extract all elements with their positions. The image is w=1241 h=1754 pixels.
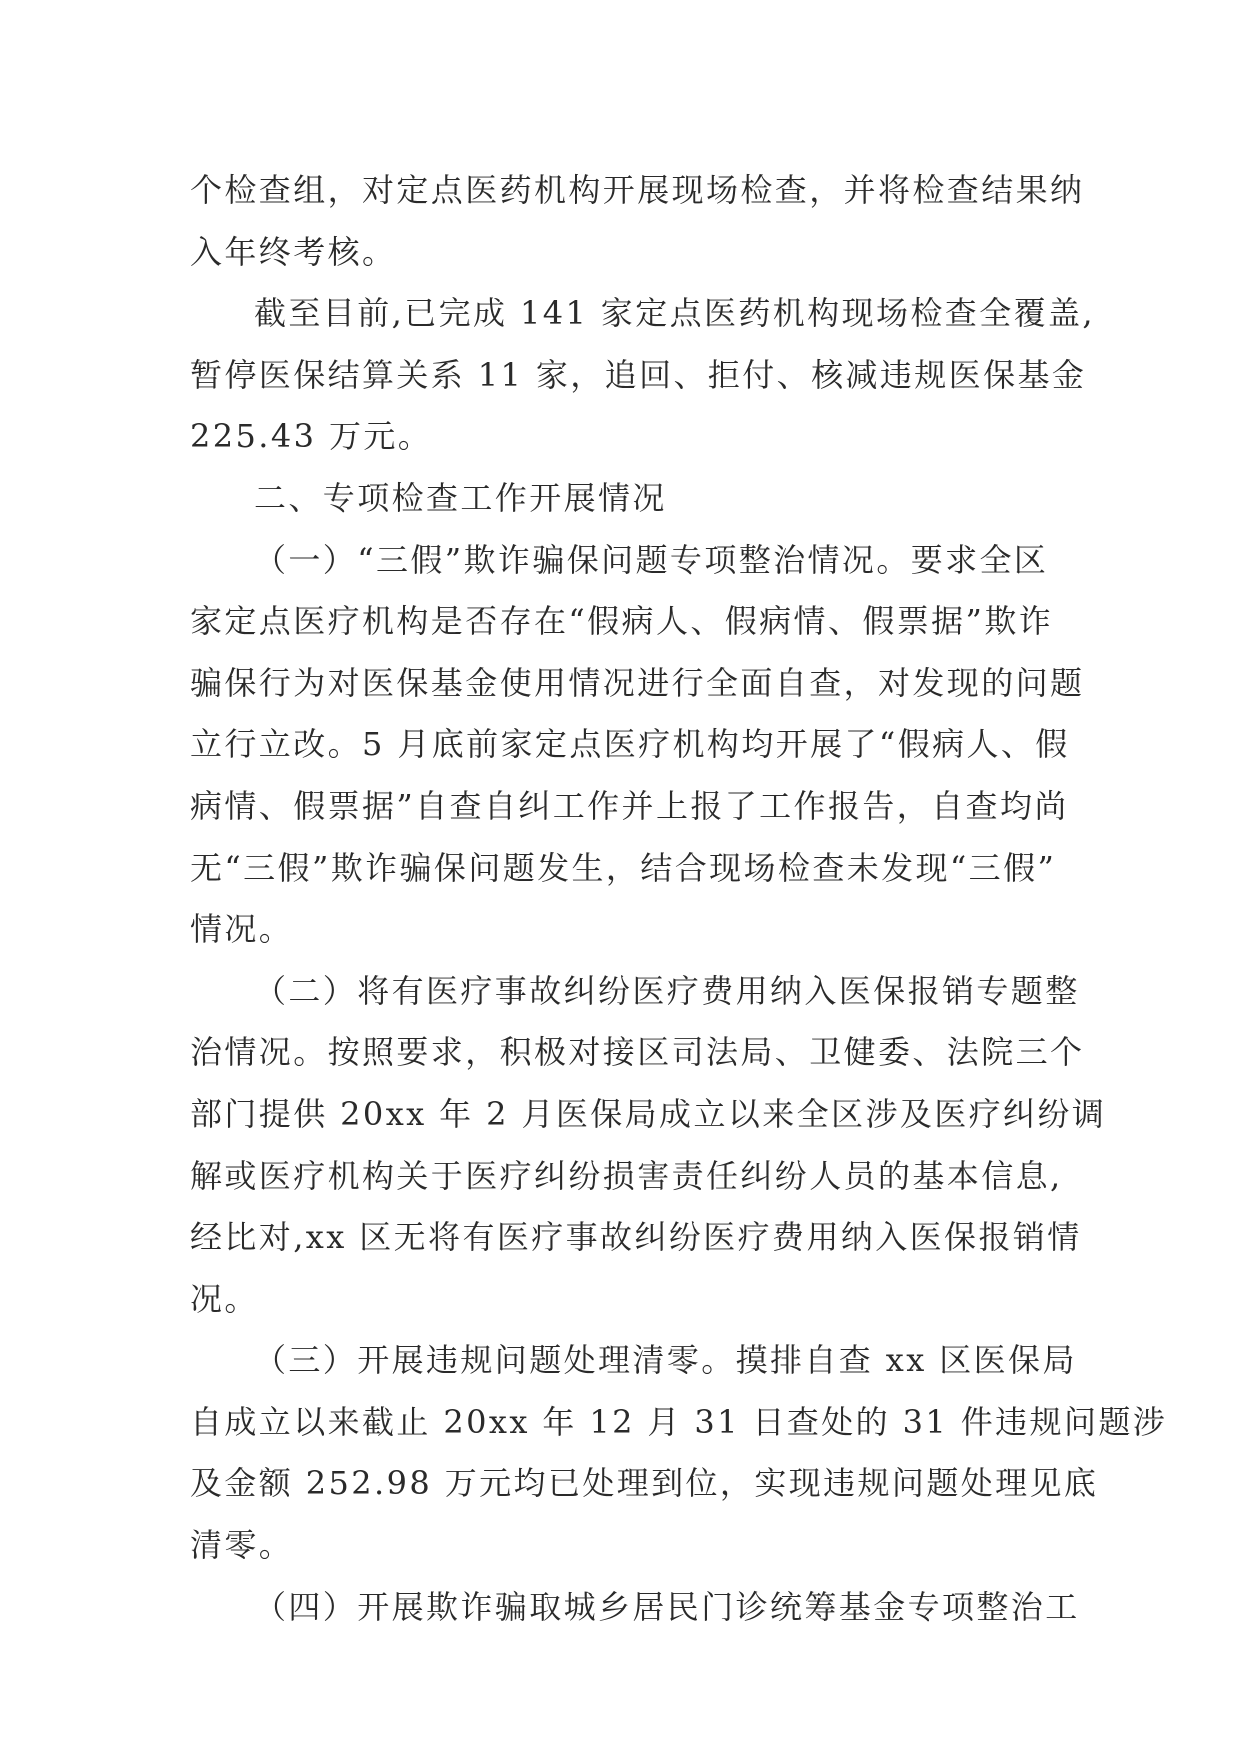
text-line: 暂停医保结算关系 11 家，追回、拒付、核减违规医保基金 [190,355,1087,394]
text-line: 治情况。按照要求，积极对接区司法局、卫健委、法院三个 [190,1033,1085,1072]
paragraph-item-two [190,961,1107,1331]
paragraph-item-one [190,530,1085,961]
text-line: 二、专项检查工作开展情况 [254,478,667,517]
text-line: 情况。 [190,910,294,949]
text-line: 无“三假”欺诈骗保问题发生，结合现场检查未发现“三假” [190,848,1057,887]
text-line: 清零。 [190,1526,294,1565]
text-line: （三）开展违规问题处理清零。摸排自查 xx 区医保局 [254,1341,1077,1380]
document-body [190,160,1168,1638]
text-line: 截至目前,已完成 141 家定点医药机构现场检查全覆盖, [254,294,1095,333]
text-line: 病情、假票据”自查自纠工作并上报了工作报告，自查均尚 [190,786,1069,825]
text-line: 况。 [190,1279,259,1318]
text-line: 家定点医疗机构是否存在“假病人、假病情、假票据”欺诈 [190,602,1054,641]
text-line: 个检查组，对定点医药机构开展现场检查，并将检查结果纳 [190,171,1085,209]
paragraph-inspection-groups [190,160,1085,283]
text-line: （四）开展欺诈骗取城乡居民门诊统筹基金专项整治工 [254,1587,1080,1626]
text-line: 入年终考核。 [190,232,397,271]
text-line: 骗保行为对医保基金使用情况进行全面自查，对发现的问题 [190,663,1085,702]
text-line: 解或医疗机构关于医疗纠纷损害责任纠纷人员的基本信息, [190,1156,1063,1195]
paragraph-item-four [190,1577,1080,1639]
section-heading [190,468,1060,530]
text-line: 及金额 252.98 万元均已处理到位，实现违规问题处理见底 [190,1464,1099,1503]
text-line: （二）将有医疗事故纠纷医疗费用纳入医保报销专题整 [254,971,1080,1010]
text-line: 经比对,xx 区无将有医疗事故纠纷医疗费用纳入医保报销情 [190,1218,1082,1257]
text-line: 部门提供 20xx 年 2 月医保局成立以来全区涉及医疗纠纷调 [190,1094,1107,1133]
text-line: 立行立改。5 月底前家定点医疗机构均开展了“假病人、假 [190,725,1070,764]
text-line: 225.43 万元。 [190,417,433,456]
text-line: （一）“三假”欺诈骗保问题专项整治情况。要求全区 [254,540,1049,579]
paragraph-item-three [190,1330,1168,1576]
text-line: 自成立以来截止 20xx 年 12 月 31 日查处的 31 件违规问题涉 [190,1402,1168,1441]
paragraph-progress-summary [190,283,1095,468]
